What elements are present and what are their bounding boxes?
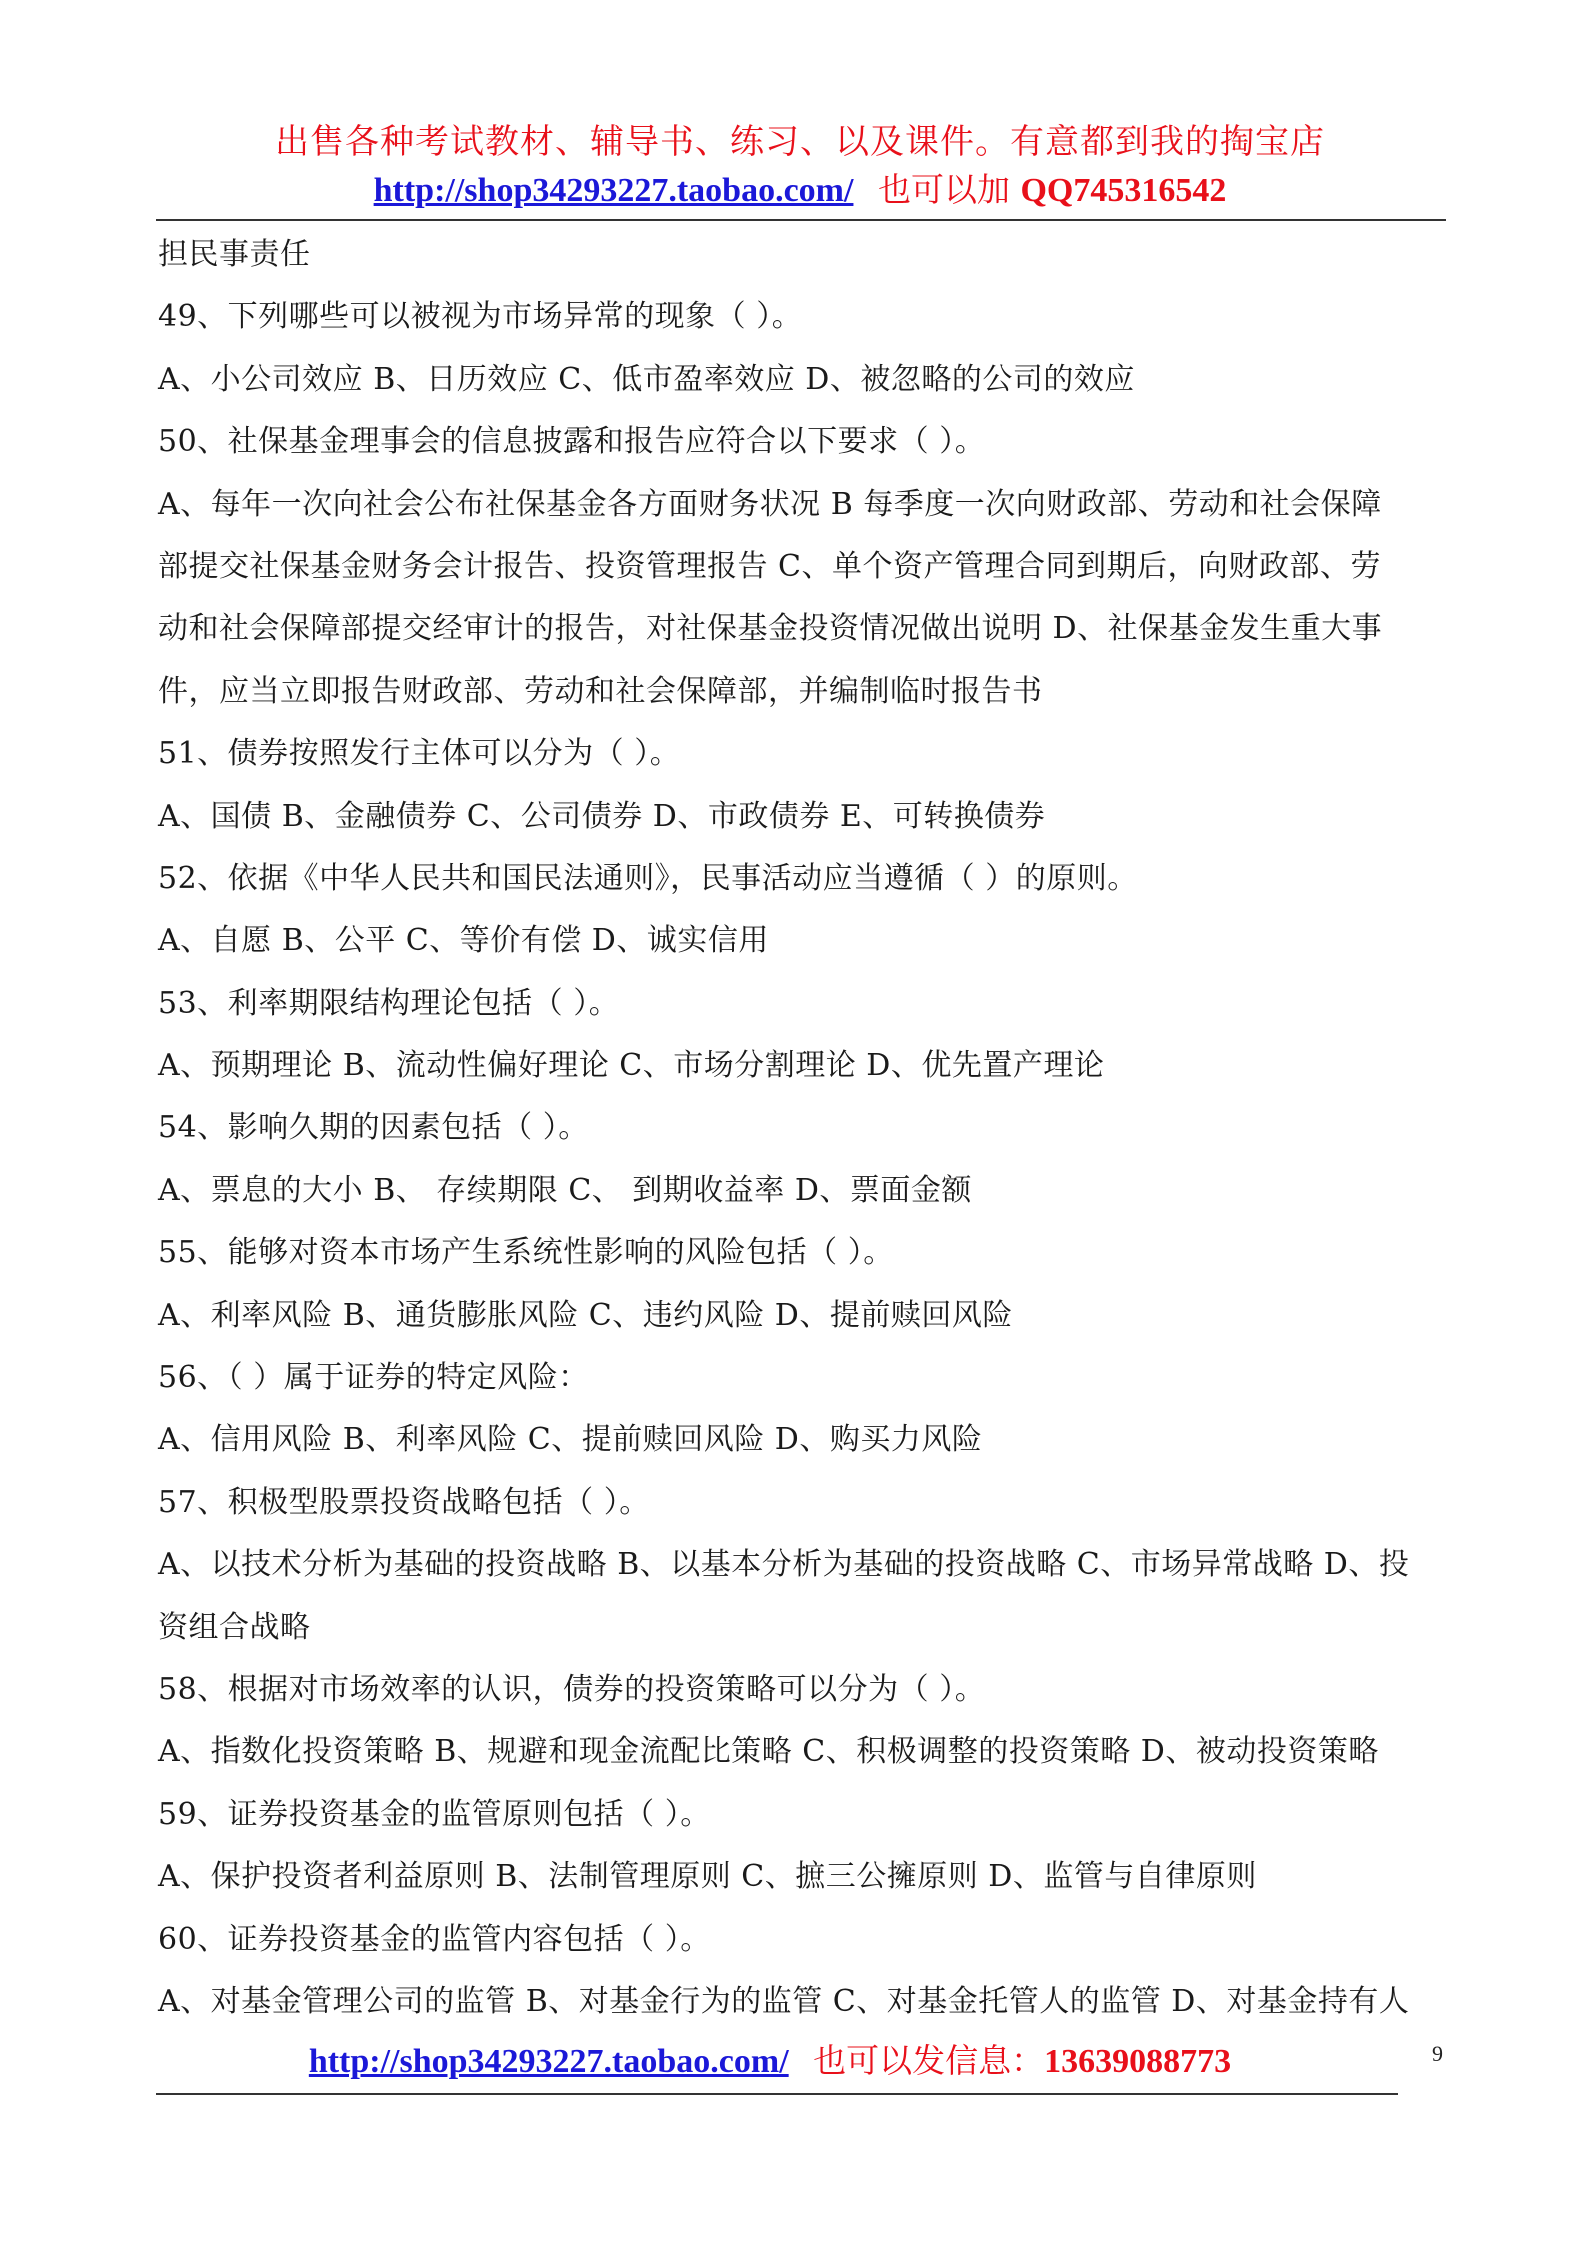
footer-shop-link[interactable]: http://shop34293227.taobao.com/ (308, 2043, 789, 2080)
question-line: 58、根据对市场效率的认识，债券的投资策略可以分为（ ）。 (158, 1671, 986, 1707)
page-body (158, 224, 1448, 2033)
footer-divider (156, 2093, 1398, 2095)
footer-phone-number: 13639088773 (1044, 2043, 1232, 2080)
page-header (150, 118, 1450, 215)
body-line: 担民事责任 (158, 237, 311, 272)
question-line: 52、依据《中华人民共和国民法通则》，民事活动应当遵循（ ）的原则。 (158, 860, 1138, 896)
question-line: 59、证券投资基金的监管原则包括（ ）。 (158, 1796, 711, 1832)
question-line: 57、积极型股票投资战略包括（ ）。 (158, 1484, 650, 1520)
question-line: 51、债券按照发行主体可以分为（ ）。 (158, 736, 681, 772)
question-line: 56、（ ）属于证券的特定风险： (158, 1360, 589, 1396)
options-line: 动和社会保障部提交经审计的报告，对社保基金投资情况做出说明 D、社保基金发生重大事 (158, 611, 1383, 647)
question-line: 54、影响久期的因素包括（ ）。 (158, 1110, 589, 1146)
options-line: A、自愿 B、公平 C、等价有偿 D、诚实信用 (158, 923, 769, 959)
options-line: A、指数化投资策略 B、规避和现金流配比策略 C、积极调整的投资策略 D、被动投资策略 (158, 1734, 1379, 1770)
options-line: A、以技术分析为基础的投资战略 B、以基本分析为基础的投资战略 C、市场异常战略 D、投 (158, 1547, 1410, 1583)
question-line: 60、证券投资基金的监管内容包括（ ）。 (158, 1921, 711, 1957)
options-line: A、利率风险 B、通货膨胀风险 C、违约风险 D、提前赎回风险 (158, 1297, 1013, 1333)
options-line: 件，应当立即报告财政部、劳动和社会保障部，并编制临时报告书 (158, 673, 1043, 709)
footer-message-prefix: 也可以发信息： (813, 2041, 1045, 2080)
header-divider (156, 219, 1446, 221)
options-line: 部提交社保基金财务会计报告、投资管理报告 C、单个资产管理合同到期后，向财政部、劳 (158, 548, 1381, 584)
header-shop-link[interactable]: http://shop34293227.taobao.com/ (373, 172, 854, 209)
page-footer (150, 2037, 1390, 2086)
question-line: 55、能够对资本市场产生系统性影响的风险包括（ ）。 (158, 1235, 894, 1271)
options-line: A、信用风险 B、利率风险 C、提前赎回风险 D、购买力风险 (158, 1422, 983, 1458)
options-line: A、对基金管理公司的监管 B、对基金行为的监管 C、对基金托管人的监管 D、对基金持有人 (158, 1983, 1410, 2019)
options-line: A、小公司效应 B、日历效应 C、低市盈率效应 D、被忽略的公司的效应 (158, 361, 1135, 397)
header-contact-line (150, 166, 1450, 215)
question-line: 53、利率期限结构理论包括（ ）。 (158, 985, 620, 1021)
options-line: A、票息的大小 B、 存续期限 C、 到期收益率 D、票面金额 (158, 1172, 972, 1208)
options-line: A、保护投资者利益原则 B、法制管理原则 C、摭三公擁原则 D、监管与自律原则 (158, 1859, 1257, 1895)
question-line: 49、下列哪些可以被视为市场异常的现象（ ）。 (158, 299, 803, 335)
page-number: 9 (1432, 2041, 1443, 2066)
header-contact-prefix: 也可以加 (877, 170, 1010, 209)
header-advert-text: 出售各种考试教材、辅导书、练习、以及课件。有意都到我的掏宝店 (275, 122, 1325, 162)
question-line: 50、社保基金理事会的信息披露和报告应符合以下要求（ ）。 (158, 424, 986, 460)
options-line: A、每年一次向社会公布社保基金各方面财务状况 B 每季度一次向财政部、劳动和社会保障 (158, 486, 1382, 522)
options-line: A、预期理论 B、流动性偏好理论 C、市场分割理论 D、优先置产理论 (158, 1048, 1105, 1084)
header-qq-number: QQ745316542 (1020, 172, 1227, 209)
options-line: A、国债 B、金融债券 C、公司债券 D、市政债券 E、可转换债券 (158, 798, 1046, 834)
options-line: 资组合战略 (158, 1609, 311, 1645)
